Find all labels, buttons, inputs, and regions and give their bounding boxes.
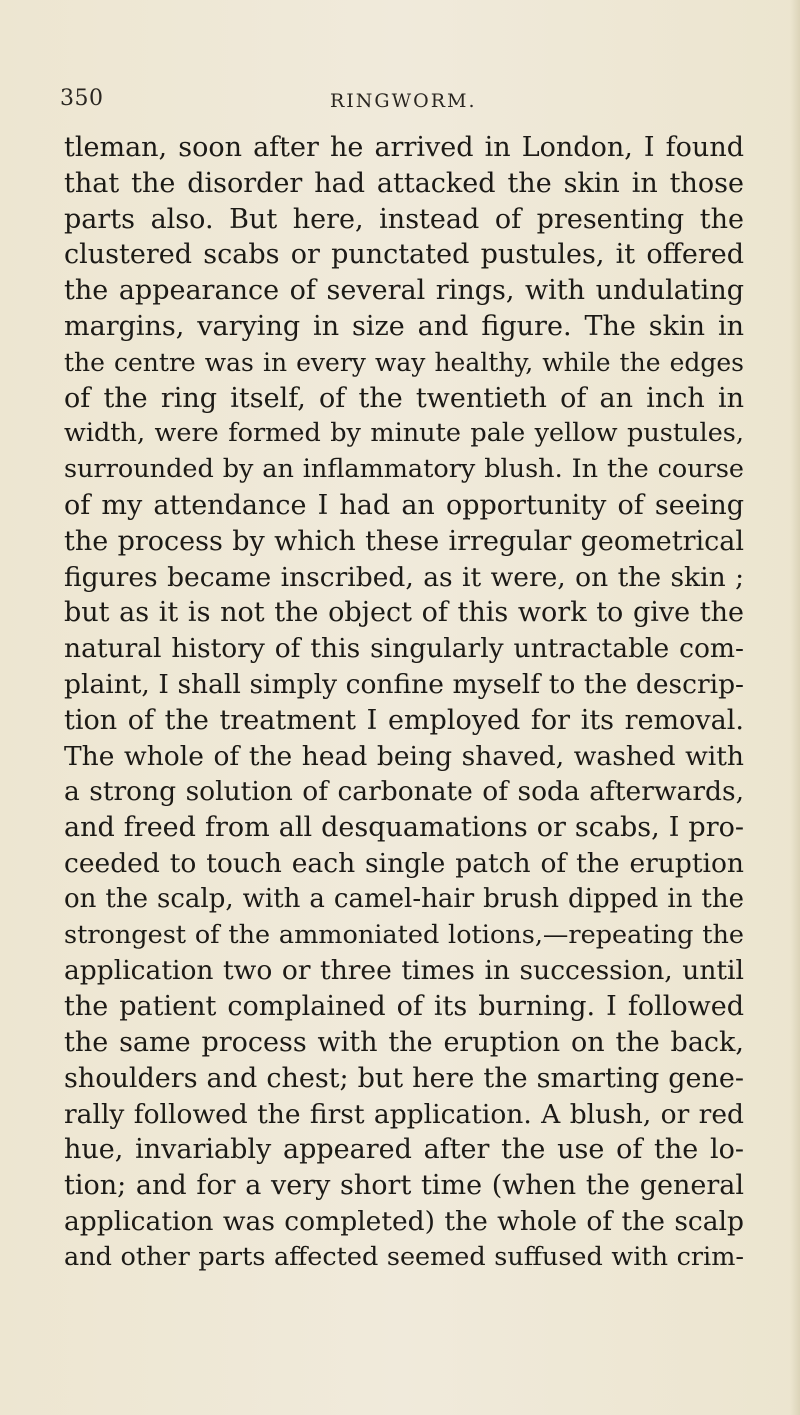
text-line: ceeded to touch each single patch of the eruption: [64, 847, 744, 879]
text-line: surrounded by an inflammatory blush. In the course: [64, 454, 744, 485]
text-line: tleman, soon after he arrived in London, I found: [64, 132, 744, 163]
text-line: the centre was in every way healthy, while the edges: [64, 347, 744, 377]
text-line: width, were formed by minute pale yellow pustules,: [64, 418, 744, 449]
text-line: of the ring itself, of the twentieth of an inch in: [64, 382, 744, 414]
text-line: and other parts affected seemed suffused with crim-: [64, 1241, 744, 1272]
text-line: rally followed the first application. A blush, or red: [64, 1098, 744, 1130]
text-line: figures became inscribed, as it were, on the skin ;: [64, 561, 744, 593]
text-line: application was completed) the whole of the scalp: [64, 1205, 744, 1237]
text-line: a strong solution of carbonate of soda afterwards,: [64, 776, 744, 808]
text-line: hue, invariably appeared after the use of the lo-: [64, 1134, 744, 1166]
page-edge-shadow: [790, 0, 800, 1415]
text-line: clustered scabs or punctated pustules, it offered: [64, 239, 744, 271]
text-line: but as it is not the object of this work to give the: [64, 597, 744, 629]
text-line: the patient complained of its burning. I followed: [64, 991, 744, 1023]
page-header: [60, 86, 740, 116]
text-line: parts also. But here, instead of presenting the: [64, 203, 744, 235]
text-line: margins, varying in size and figure. The skin in: [64, 310, 744, 342]
running-head: RINGWORM.: [330, 90, 477, 112]
text-line: natural history of this singularly untractable com-: [64, 633, 744, 665]
text-line: and freed from all desquamations or scabs, I pro-: [64, 812, 744, 844]
page-number: 350: [60, 86, 104, 111]
text-line: plaint, I shall simply confine myself to the descrip-: [64, 668, 744, 700]
text-line: the appearance of several rings, with undulating: [64, 275, 744, 307]
text-line: shoulders and chest; but here the smarting gene-: [64, 1062, 744, 1094]
body-text: [64, 130, 744, 1276]
text-line: tion; and for a very short time (when the general: [64, 1170, 744, 1202]
text-line: application two or three times in succession, until: [64, 955, 744, 987]
text-line: on the scalp, with a camel-hair brush dipped in the: [64, 883, 744, 914]
text-line: the same process with the eruption on the back,: [64, 1026, 744, 1058]
text-line: that the disorder had attacked the skin in those: [64, 167, 744, 199]
text-line: of my attendance I had an opportunity of seeing: [64, 489, 744, 521]
text-line: tion of the treatment I employed for its removal.: [64, 704, 744, 736]
text-line: the process by which these irregular geometrical: [64, 525, 744, 557]
text-line: The whole of the head being shaved, washed with: [64, 740, 744, 772]
text-line: strongest of the ammoniated lotions,—repeating the: [64, 919, 744, 950]
